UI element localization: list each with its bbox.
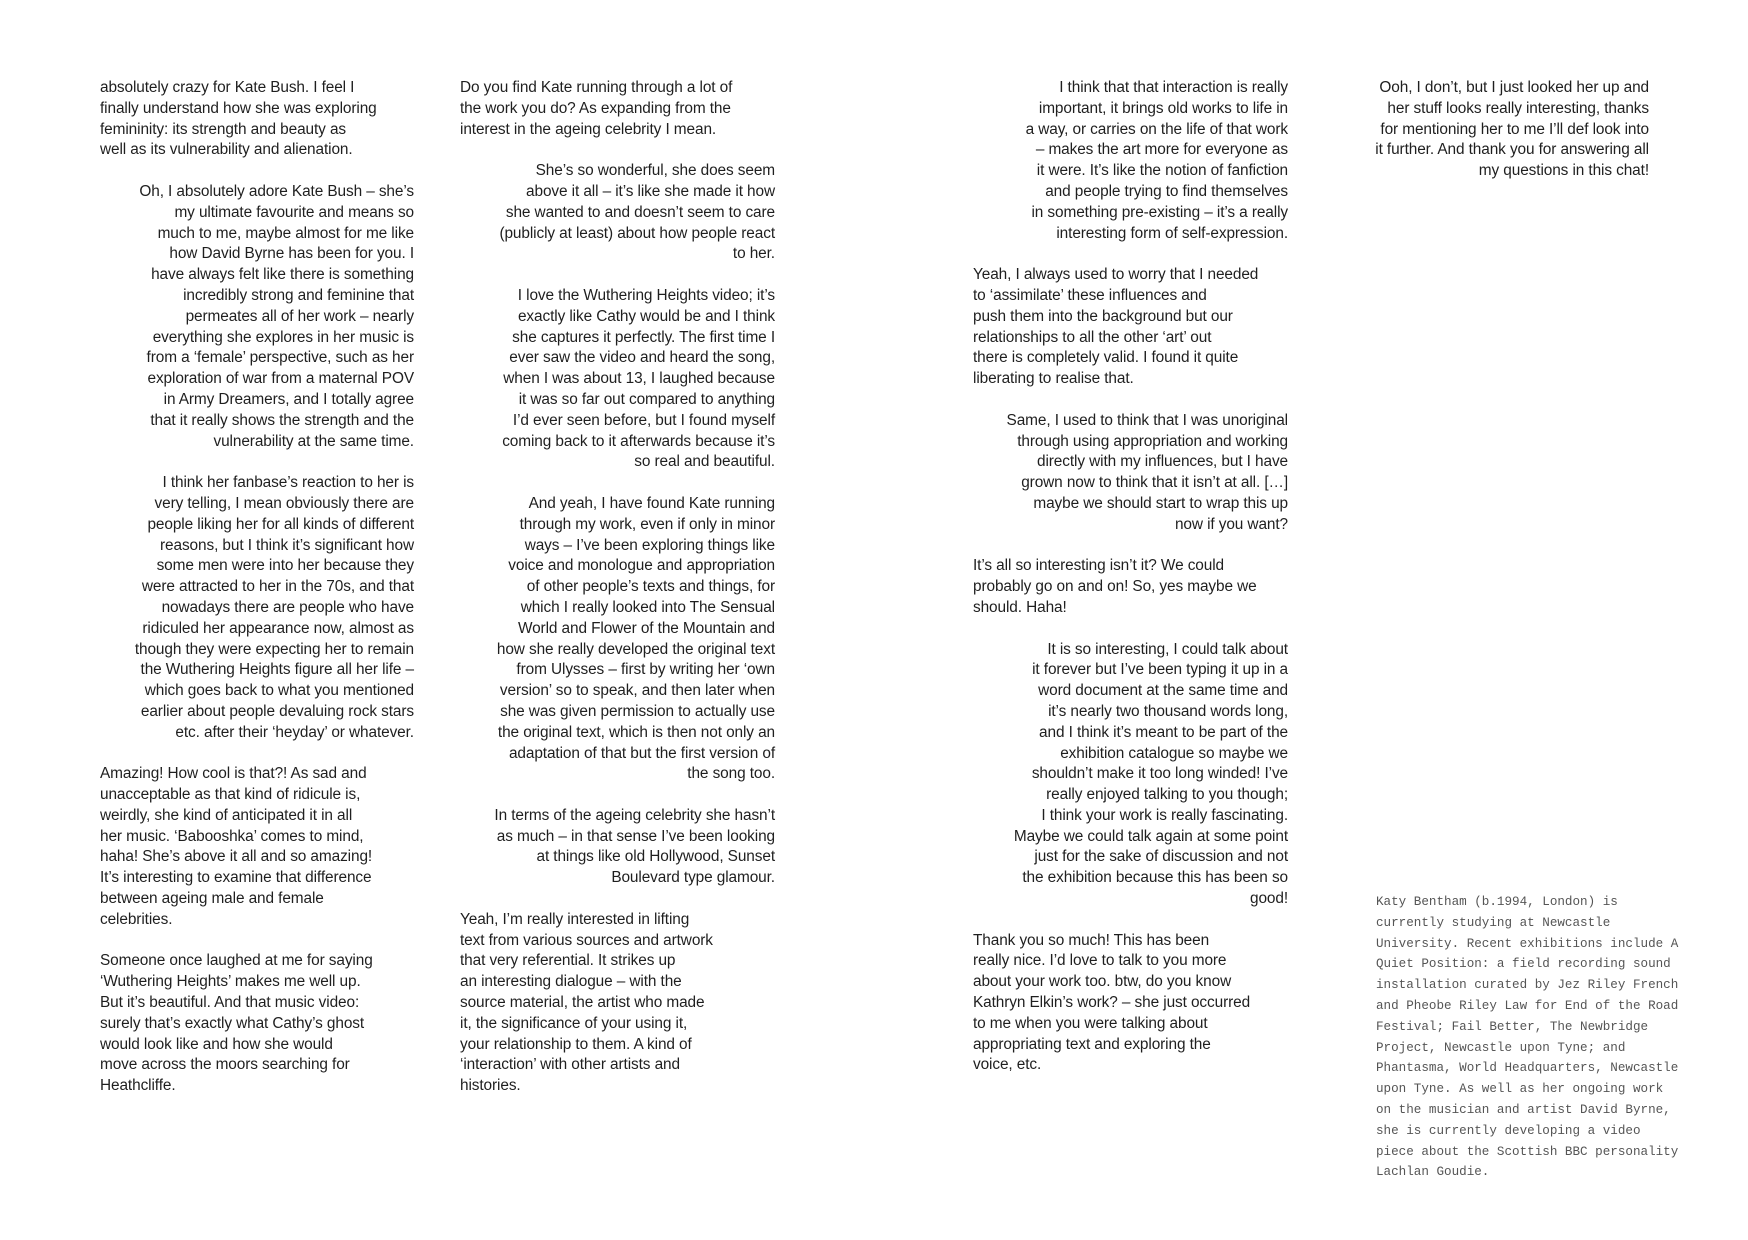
text-line: permeates all of her work – nearly [185, 307, 414, 325]
bio-line: Quiet Position: a field recording sound [1376, 957, 1671, 972]
dialogue-paragraph [973, 931, 1288, 1077]
text-line: and people trying to find themselves [1045, 182, 1288, 200]
bio-line: she is currently developing a video [1376, 1123, 1641, 1138]
text-line: my ultimate favourite and means so [174, 203, 414, 221]
text-line: though they were expecting her to remain [134, 640, 414, 658]
text-line: at things like old Hollywood, Sunset [536, 848, 775, 866]
text-line: earlier about people devaluing rock stars [140, 702, 414, 720]
text-line: the exhibition because this has been so [1022, 869, 1288, 887]
dialogue-paragraph [460, 910, 775, 1097]
text-line: to ‘assimilate’ these influences and [973, 286, 1207, 304]
column-1 [100, 78, 414, 1118]
text-line: how David Byrne has been for you. I [169, 245, 414, 263]
text-line: exactly like Cathy would be and I think [517, 307, 775, 325]
text-line: through using appropriation and working [1017, 432, 1288, 450]
text-line: interesting form of self-expression. [1056, 224, 1288, 242]
text-line: in Army Dreamers, and I totally agree [163, 390, 414, 408]
text-line: just for the sake of discussion and not [1034, 848, 1288, 866]
text-line: really nice. I’d love to talk to you more [973, 952, 1227, 970]
text-line: celebrities. [100, 910, 173, 928]
text-line: Maybe we could talk again at some point [1013, 827, 1288, 845]
text-line: she was given permission to actually use [500, 702, 775, 720]
text-line: her music. ‘Babooshka’ comes to mind, [100, 827, 364, 845]
text-line: Oh, I absolutely adore Kate Bush – she’s [139, 182, 414, 200]
text-line: for mentioning her to me I’ll def look into [1380, 120, 1649, 138]
text-line: a way, or carries on the life of that work [1025, 120, 1288, 138]
text-line: interest in the ageing celebrity I mean. [460, 120, 717, 138]
text-line: which I really looked into The Sensual [520, 598, 775, 616]
text-line: I think your work is really fascinating. [1041, 806, 1288, 824]
text-line: the original text, which is then not only an [497, 723, 775, 741]
text-line: to me when you were talking about [973, 1014, 1208, 1032]
text-line: surely that’s exactly what Cathy’s ghost [100, 1014, 365, 1032]
column-4 [1333, 78, 1649, 203]
bio-line: University. Recent exhibitions include A [1376, 936, 1679, 951]
text-line: maybe we should start to wrap this up [1033, 494, 1288, 512]
text-line: Ooh, I don’t, but I just looked her up and [1379, 79, 1649, 96]
text-line: I love the Wuthering Heights video; it’s [517, 286, 775, 304]
text-line: everything she explores in her music is [152, 328, 414, 346]
text-line: about your work too. btw, do you know [973, 973, 1232, 991]
text-line: liberating to realise that. [973, 370, 1134, 388]
text-line: Heathcliffe. [100, 1077, 176, 1095]
text-line: some men were into her because they [156, 557, 414, 575]
text-line: in something pre-existing – it’s a really [1031, 203, 1288, 221]
dialogue-paragraph [973, 556, 1288, 618]
text-line: would look like and how she would [100, 1035, 333, 1053]
text-line: very telling, I mean obviously there are [154, 494, 414, 512]
text-line: It’s all so interesting isn’t it? We could [973, 557, 1225, 575]
text-line: much to me, maybe almost for me like [157, 224, 414, 242]
dialogue-paragraph [460, 286, 775, 473]
text-line: I’d ever seen before, but I found myself [512, 411, 775, 429]
dialogue-paragraph [460, 78, 775, 140]
text-line: an interesting dialogue – with the [460, 973, 682, 991]
text-line: nowadays there are people who have [161, 598, 414, 616]
text-line: that it really shows the strength and the [150, 411, 414, 429]
bio-line: Phantasma, World Headquarters, Newcastle [1376, 1061, 1679, 1076]
dialogue-paragraph [973, 640, 1288, 910]
text-line: femininity: its strength and beauty as [100, 120, 347, 138]
text-line: ridiculed her appearance now, almost as [142, 619, 414, 637]
dialogue-paragraph [1333, 78, 1649, 182]
text-line: from Ulysses – first by writing her ‘own [516, 661, 775, 679]
text-line: the song too. [687, 765, 775, 783]
text-line: now if you want? [1174, 515, 1288, 533]
bio-line: and Pheobe Riley Law for End of the Road [1376, 998, 1679, 1013]
dialogue-paragraph [460, 806, 775, 889]
text-line: haha! She’s above it all and so amazing! [100, 848, 373, 866]
text-line: there is completely valid. I found it quite [973, 349, 1239, 367]
text-line: Boulevard type glamour. [611, 869, 775, 887]
column-3 [973, 78, 1288, 1097]
text-line: vulnerability at the same time. [213, 432, 414, 450]
text-line: voice and monologue and appropriation [508, 557, 775, 575]
dialogue-paragraph [100, 78, 414, 161]
bio-line: Katy Bentham (b.1994, London) is [1376, 895, 1618, 909]
text-line: appropriating text and exploring the [973, 1035, 1211, 1053]
text-line: push them into the background but our [973, 307, 1233, 325]
text-line: and I think it’s meant to be part of the [1039, 723, 1288, 741]
text-line: voice, etc. [973, 1056, 1042, 1074]
dialogue-paragraph [973, 411, 1288, 536]
text-line: Someone once laughed at me for saying [100, 952, 373, 970]
text-line: word document at the same time and [1038, 682, 1288, 700]
text-line: unacceptable as that kind of ridicule is, [100, 786, 361, 804]
text-line: World and Flower of the Mountain and [517, 619, 775, 637]
bio-line: Project, Newcastle upon Tyne; and [1376, 1040, 1626, 1055]
text-line: histories. [460, 1077, 521, 1095]
text-line: how she really developed the original text [496, 640, 775, 658]
text-line: people liking her for all kinds of different [147, 515, 414, 533]
dialogue-paragraph [460, 161, 775, 265]
text-line: that very referential. It strikes up [460, 952, 676, 970]
bio-line: installation curated by Jez Riley French [1376, 978, 1679, 993]
text-line: Kathryn Elkin’s work? – she just occurred [973, 994, 1251, 1012]
text-line: Yeah, I’m really interested in lifting [460, 910, 690, 928]
text-line: good! [1249, 890, 1288, 908]
text-line: my questions in this chat! [1478, 162, 1649, 180]
text-line: Do you find Kate running through a lot of [460, 79, 733, 96]
text-line: ‘Wuthering Heights’ makes me well up. [100, 973, 361, 991]
bio-line: piece about the Scottish BBC personality [1376, 1144, 1679, 1159]
text-line: important, it brings old works to life in [1038, 99, 1288, 117]
text-line: move across the moors searching for [100, 1056, 350, 1074]
text-line: the Wuthering Heights figure all her life – [140, 661, 414, 679]
text-line: – makes the art more for everyone as [1035, 141, 1288, 159]
text-line: which goes back to what you mentioned [144, 682, 414, 700]
text-line: through my work, even if only in minor [519, 515, 775, 533]
text-line: coming back to it afterwards because it’s [502, 432, 775, 450]
bio-line: currently studying at Newcastle [1376, 915, 1611, 930]
text-line: when I was about 13, I laughed because [503, 370, 775, 388]
text-line: version’ so to speak, and then later when [499, 682, 775, 700]
text-line: source material, the artist who made [460, 994, 705, 1012]
text-line: your relationship to them. A kind of [460, 1035, 692, 1053]
text-line: Thank you so much! This has been [973, 931, 1210, 949]
text-line: so real and beautiful. [634, 453, 775, 471]
text-line: Same, I used to think that I was unoriginal [1006, 411, 1288, 429]
text-line: her stuff looks really interesting, thanks [1387, 99, 1649, 117]
text-line: absolutely crazy for Kate Bush. I feel I [100, 79, 355, 96]
text-line: above it all – it’s like she made it how [526, 182, 775, 200]
text-line: Amazing! How cool is that?! As sad and [100, 765, 367, 783]
dialogue-paragraph [973, 265, 1288, 390]
text-line: it further. And thank you for answering all [1375, 141, 1649, 159]
text-line: I think her fanbase’s reaction to her is [162, 474, 414, 492]
text-line: between ageing male and female [100, 890, 324, 908]
text-line: were attracted to her in the 70s, and that [141, 578, 414, 596]
text-line: relationships to all the other ‘art’ out [973, 328, 1212, 346]
text-line: I think that that interaction is really [1059, 79, 1288, 96]
text-line: ‘interaction’ with other artists and [460, 1056, 680, 1074]
text-line: of other people’s texts and things, for [526, 578, 775, 596]
text-line: And yeah, I have found Kate running [528, 494, 775, 512]
text-line: But it’s beautiful. And that music video: [100, 994, 360, 1012]
text-line: from a ‘female’ perspective, such as her [146, 349, 414, 367]
text-line: she captures it perfectly. The first time I [512, 328, 775, 346]
text-line: weirdly, she kind of anticipated it in all [100, 806, 353, 824]
text-line: Yeah, I always used to worry that I needed [973, 266, 1259, 284]
text-line: directly with my influences, but I have [1036, 453, 1288, 471]
text-line: exhibition catalogue so maybe we [1060, 744, 1288, 762]
text-line: she wanted to and doesn’t seem to care [505, 203, 775, 221]
dialogue-paragraph [100, 764, 414, 930]
text-line: incredibly strong and feminine that [183, 286, 414, 304]
text-line: it was so far out compared to anything [518, 390, 775, 408]
bio-line: on the musician and artist David Byrne, [1376, 1102, 1671, 1117]
text-line: She’s so wonderful, she does seem [535, 162, 775, 180]
text-line: the work you do? As expanding from the [460, 99, 731, 117]
dialogue-paragraph [460, 494, 775, 785]
text-line: to her. [732, 245, 775, 263]
text-line: as much – in that sense I’ve been looking [496, 827, 775, 845]
text-line: grown now to think that it isn’t at all. […] [1021, 474, 1288, 492]
text-line: text from various sources and artwork [460, 931, 713, 949]
text-line: (publicly at least) about how people react [499, 224, 775, 242]
bio-line: upon Tyne. As well as her ongoing work [1376, 1082, 1664, 1097]
bio-line: Lachlan Goudie. [1376, 1165, 1490, 1180]
artist-bio [1376, 892, 1706, 1183]
text-line: it were. It’s like the notion of fanfiction [1036, 162, 1288, 180]
text-line: should. Haha! [973, 598, 1067, 616]
bio-paragraph [1376, 892, 1706, 1183]
text-line: exploration of war from a maternal POV [147, 370, 414, 388]
text-line: it forever but I’ve been typing it up in a [1032, 661, 1288, 679]
text-line: well as its vulnerability and alienation. [100, 141, 353, 159]
dialogue-paragraph [100, 182, 414, 452]
text-line: finally understand how she was exploring [100, 99, 377, 117]
bio-line: Festival; Fail Better, The Newbridge [1376, 1019, 1649, 1034]
text-line: have always felt like there is something [151, 266, 414, 284]
text-line: etc. after their ‘heyday’ or whatever. [175, 723, 414, 741]
text-line: really enjoyed talking to you though; [1046, 786, 1288, 804]
dialogue-paragraph [100, 473, 414, 743]
text-line: It is so interesting, I could talk about [1047, 640, 1288, 658]
dialogue-paragraph [973, 78, 1288, 244]
text-line: ever saw the video and heard the song, [509, 349, 775, 367]
text-line: reasons, but I think it’s significant how [160, 536, 414, 554]
column-2 [460, 78, 775, 1118]
text-line: adaptation of that but the first version of [508, 744, 775, 762]
text-line: ways – I’ve been exploring things like [524, 536, 775, 554]
dialogue-paragraph [100, 951, 414, 1097]
text-line: It’s interesting to examine that difference [100, 869, 372, 887]
text-line: it, the significance of your using it, [460, 1014, 688, 1032]
text-line: probably go on and on! So, yes maybe we [973, 578, 1257, 596]
text-line: shouldn’t make it too long winded! I’ve [1031, 765, 1288, 783]
text-line: In terms of the ageing celebrity she hasn’t [494, 806, 775, 824]
text-line: it’s nearly two thousand words long, [1048, 702, 1288, 720]
